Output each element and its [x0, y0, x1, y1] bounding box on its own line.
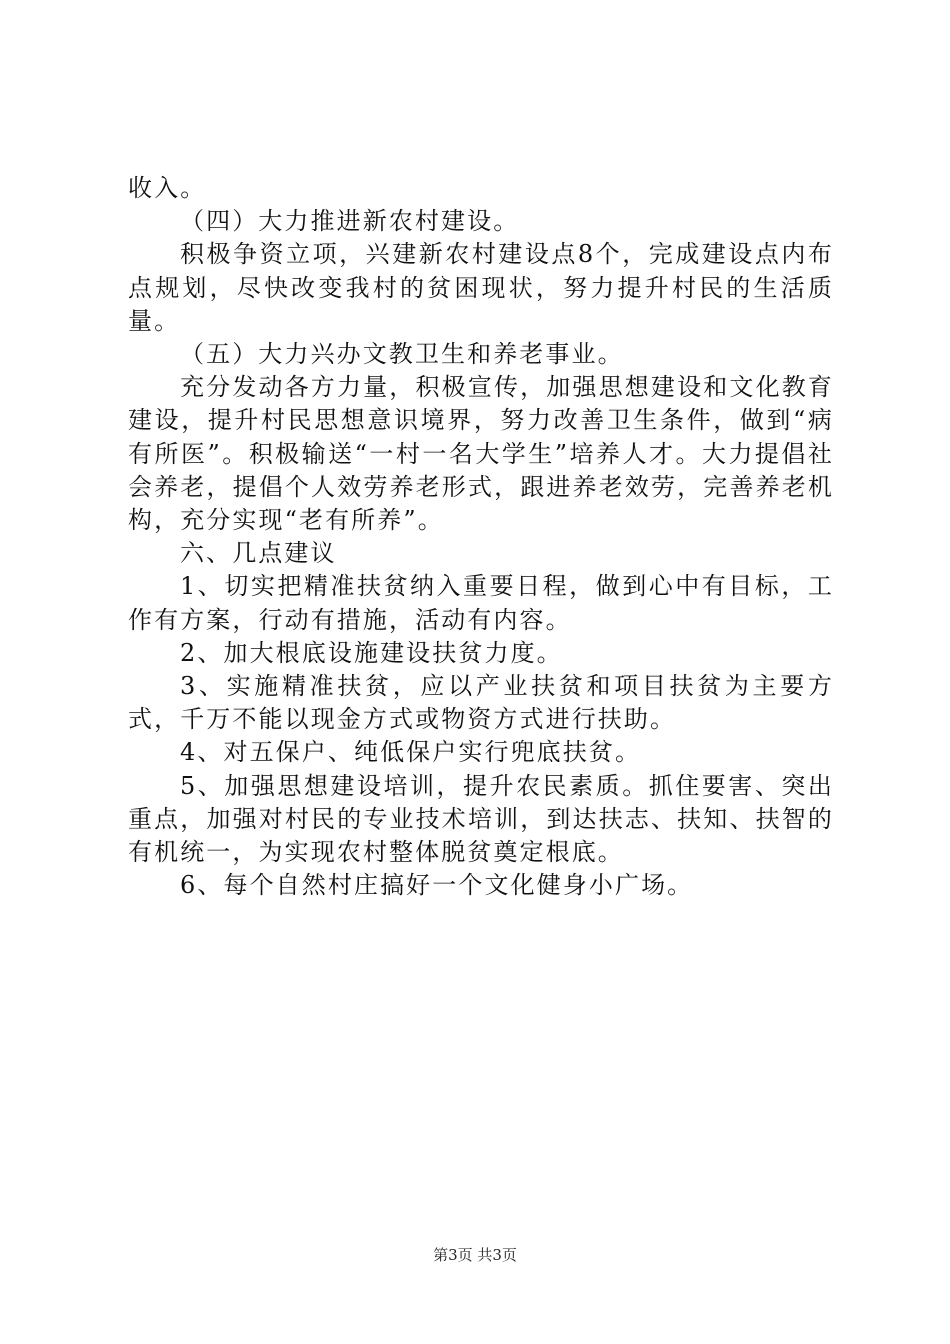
section-heading-5: （五）大力兴办文教卫生和养老事业。 [180, 340, 624, 369]
section-heading-4: （四）大力推进新农村建设。 [180, 207, 520, 236]
suggestion-item: 1、切实把精准扶贫纳入重要日程，做到心中有目标，工作有方案，行动有措施，活动有内容。 [128, 572, 834, 634]
suggestion-item: 3、实施精准扶贫，应以产业扶贫和项目扶贫为主要方式，千万不能以现金方式或物资方式进行扶助。 [128, 672, 834, 734]
paragraph: 积极争资立项，兴建新农村建设点8个，完成建设点内布点规划，尽快改变我村的贫困现状，努力提升村民的生活质量。 [128, 240, 834, 335]
paragraph: 充分发动各方力量，积极宣传，加强思想建设和文化教育建设，提升村民思想意识境界，努力改善卫生条件，做到“病有所医”。积极输送“一村一名大学生”培养人才。大力提倡社会养老，提倡个人效劳养老形式，跟进养老效劳，完善养老机构，充分实现“老有所养”。 [128, 373, 834, 535]
paragraph-continuation: 收入。 [128, 174, 207, 202]
suggestion-item: 2、加大根底设施建设扶贫力度。 [180, 638, 563, 667]
suggestion-item: 6、每个自然村庄搞好一个文化健身小广场。 [180, 871, 694, 900]
suggestion-item: 5、加强思想建设培训，提升农民素质。抓住要害、突出重点，加强对村民的专业技术培训，到达扶志、扶知、扶智的有机统一，为实现农村整体脱贫奠定根底。 [128, 771, 834, 867]
document-body [128, 172, 834, 902]
section-heading-6: 六、几点建议 [180, 539, 337, 568]
suggestion-item: 4、对五保户、纯低保户实行兜底扶贫。 [180, 738, 642, 767]
page-footer: 第3页 共3页 [433, 1246, 517, 1264]
